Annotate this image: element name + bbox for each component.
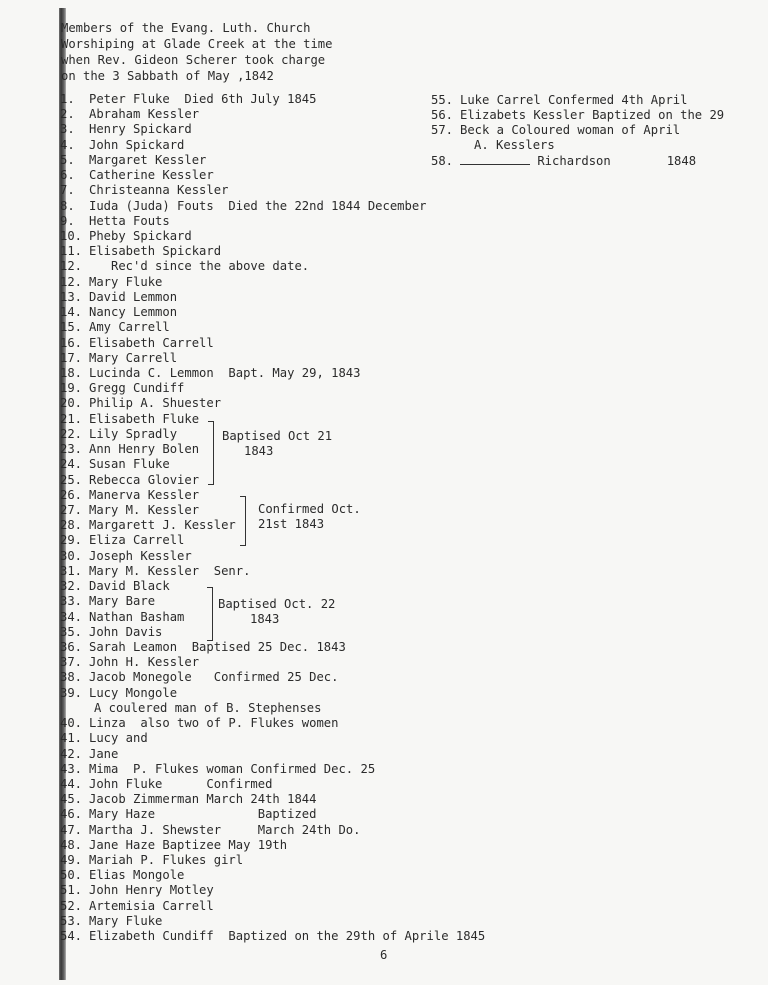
list-item-text: Mary Carrell	[89, 350, 178, 365]
list-item	[60, 290, 177, 305]
list-item-text: Manerva Kessler	[89, 487, 200, 502]
list-item: 58. Richardson 1848	[431, 154, 697, 168]
list-item-text: Jacob Zimmerman March 24th 1844	[89, 792, 317, 807]
note-baptised-oct-22: Baptised Oct. 22 1843	[218, 597, 336, 626]
list-item-number: 4.	[60, 137, 75, 152]
list-item-number: 32.	[60, 579, 83, 593]
list-item-text: Mary M. Kessler Senr.	[89, 563, 251, 578]
list-item-number: 40.	[60, 716, 83, 730]
list-item-number: 3.	[60, 122, 75, 137]
list-item	[60, 549, 192, 564]
note-baptised-oct-21: Baptised Oct 21 1843	[222, 429, 333, 458]
list-item	[60, 838, 287, 853]
list-item	[60, 777, 272, 792]
list-item-number: 48.	[60, 837, 83, 852]
list-item-text: Linza also two of P. Flukes women	[89, 716, 339, 730]
list-item-text: Jacob Monegole Confirmed 25 Dec.	[89, 670, 339, 685]
list-item-number: 7.	[60, 183, 75, 198]
bracket-baptised-oct-21	[208, 421, 214, 485]
list-item-number: 27.	[60, 502, 83, 517]
list-item-number: 21.	[60, 411, 83, 426]
list-item-number: 34.	[60, 609, 83, 624]
list-item	[60, 214, 170, 229]
list-item-text: Rebecca Glovier	[89, 472, 200, 487]
list-item	[60, 747, 118, 762]
list-item	[60, 503, 199, 518]
list-item-number: 50.	[60, 868, 83, 883]
list-item-text: Mary Bare	[89, 594, 156, 609]
list-item-text: Hetta Fouts	[89, 213, 170, 228]
list-item-number: 11.	[60, 244, 83, 259]
list-item-text: Mary Fluke	[89, 274, 163, 289]
list-item	[60, 488, 199, 503]
list-item	[60, 579, 170, 594]
list-item	[60, 199, 427, 214]
list-item-text: Lucy and	[89, 731, 148, 746]
list-item-number: 28.	[60, 518, 83, 533]
list-item-text: Christeanna Kessler	[89, 183, 229, 198]
list-item	[60, 122, 192, 137]
list-item	[60, 564, 250, 579]
list-item: 55. Luke Carrel Confermed 4th April	[431, 93, 688, 107]
list-item	[60, 594, 155, 609]
list-item: 56. Elizabets Kessler Baptized on the 29	[431, 108, 725, 122]
list-item-text: Rec'd since the above date.	[89, 259, 310, 274]
list-item-number: 36.	[60, 639, 83, 654]
list-item	[60, 442, 199, 457]
list-item-number: 1.	[60, 92, 75, 106]
list-item-number: 29.	[60, 533, 83, 548]
list-item	[60, 259, 309, 274]
list-item-number: 12.	[60, 259, 83, 274]
list-item	[60, 473, 199, 488]
page-number: 6	[380, 948, 388, 962]
list-item-number: 14.	[60, 305, 83, 320]
list-item	[60, 610, 184, 625]
list-item-number: 15.	[60, 320, 83, 335]
list-item-number: 51.	[60, 883, 83, 898]
list-item	[60, 229, 192, 244]
list-item-number: 31.	[60, 563, 83, 578]
list-item-text: Mary M. Kessler	[89, 502, 200, 517]
list-item-number: 20.	[60, 396, 83, 411]
list-item-number: 44.	[60, 776, 83, 791]
list-item-text: Henry Spickard	[89, 122, 192, 137]
list-item	[60, 899, 214, 914]
list-item-text: Elizabeth Cundiff Baptized on the 29th of Aprile 1845	[89, 929, 486, 944]
list-item-number: 42.	[60, 746, 83, 761]
list-item-number: 13.	[60, 289, 83, 304]
list-item-text: Nathan Basham	[89, 609, 185, 624]
list-item	[60, 381, 184, 396]
list-item-number: 5.	[60, 152, 75, 167]
header-line-1: Members of the Evang. Luth. Church	[61, 21, 311, 35]
list-item	[60, 670, 338, 685]
list-item-text: Jane	[89, 746, 119, 761]
list-item-text: Margaret Kessler	[89, 152, 207, 167]
list-item	[60, 153, 206, 168]
list-item-text: Elisabeth Carrell	[89, 335, 214, 350]
list-item-number: 53.	[60, 913, 83, 928]
bracket-baptised-oct-22	[207, 587, 213, 641]
list-item-text: Ann Henry Bolen	[89, 442, 200, 457]
list-item	[60, 640, 346, 655]
list-item	[60, 396, 221, 411]
document-header	[61, 20, 333, 84]
list-item-number: 23.	[60, 442, 83, 457]
list-item	[60, 731, 148, 746]
list-item	[60, 107, 199, 122]
list-item-number: 52.	[60, 898, 83, 913]
list-item-text: David Lemmon	[89, 289, 178, 304]
list-item	[60, 92, 316, 107]
list-item	[60, 914, 162, 929]
list-item-number: 8.	[60, 198, 75, 213]
list-item	[60, 244, 221, 259]
list-item	[60, 655, 199, 670]
list-item-text: Sarah Leamon Baptised 25 Dec. 1843	[89, 639, 346, 654]
list-item-number: 35.	[60, 624, 83, 639]
list-item-text: Susan Fluke	[89, 457, 170, 472]
list-item-number: 25.	[60, 472, 83, 487]
blank-line	[460, 154, 530, 165]
list-item	[60, 351, 177, 366]
list-item-number: 39.	[60, 685, 83, 700]
list-item-text: Catherine Kessler	[89, 168, 214, 183]
list-item	[60, 716, 338, 731]
list-item-number: 19.	[60, 381, 83, 396]
list-item	[60, 686, 177, 701]
list-item-number: 37.	[60, 655, 83, 670]
list-item-text: John Fluke Confirmed	[89, 776, 273, 791]
list-item-number: 17.	[60, 350, 83, 365]
list-item-text: Nancy Lemmon	[89, 305, 178, 320]
list-item-text: Jane Haze Baptizee May 19th	[89, 837, 288, 852]
list-item	[94, 701, 321, 716]
list-item-text: John H. Kessler	[89, 655, 200, 670]
list-item	[60, 883, 214, 898]
list-item	[60, 929, 485, 944]
list-item	[60, 366, 361, 381]
list-item-text: Mary Haze Baptized	[89, 807, 317, 822]
note-confirmed-oct-21: Confirmed Oct. 21st 1843	[258, 502, 361, 531]
list-item-text: Mary Fluke	[89, 913, 163, 928]
header-line-4: on the 3 Sabbath of May ,1842	[61, 69, 274, 83]
list-item	[60, 807, 316, 822]
list-item-text: John Davis	[89, 624, 163, 639]
list-item	[60, 533, 184, 548]
bracket-confirmed-oct-21	[240, 496, 246, 546]
list-item-text: Margarett J. Kessler	[89, 518, 236, 533]
list-item-text: Abraham Kessler	[89, 107, 200, 122]
list-item	[60, 823, 361, 838]
list-item-text: Peter Fluke Died 6th July 1845	[89, 92, 317, 106]
list-item-number: 9.	[60, 213, 75, 228]
list-item	[60, 336, 214, 351]
list-item-text: A coulered man of B. Stephenses	[94, 700, 322, 715]
list-item-text: Pheby Spickard	[89, 229, 192, 243]
list-item-text: John Spickard	[89, 137, 185, 152]
list-item-text: Elias Mongole	[89, 868, 185, 883]
header-line-2: Worshiping at Glade Creek at the time	[61, 37, 333, 51]
list-item	[60, 412, 199, 427]
list-item-number: 30.	[60, 548, 83, 563]
list-item-number: 41.	[60, 731, 83, 746]
list-item-text: Mariah P. Flukes girl	[89, 853, 244, 867]
list-item	[60, 427, 177, 442]
list-item-number: 26.	[60, 487, 83, 502]
list-item-text: Philip A. Shuester	[89, 396, 222, 411]
list-item	[60, 168, 214, 183]
list-item	[60, 792, 316, 807]
list-item-number: 24.	[60, 457, 83, 472]
list-item-text: Gregg Cundiff	[89, 381, 185, 396]
list-item-text: David Black	[89, 579, 170, 593]
list-item-number: 18.	[60, 366, 83, 380]
list-item	[60, 275, 162, 290]
list-item	[60, 518, 236, 533]
list-item-text: Eliza Carrell	[89, 533, 185, 548]
list-item-text: Artemisia Carrell	[89, 898, 214, 913]
list-item-number: 33.	[60, 594, 83, 609]
list-item	[60, 762, 375, 777]
list-item-text: Mima P. Flukes woman Confirmed Dec. 25	[89, 761, 376, 776]
list-item-number: 22.	[60, 426, 83, 441]
list-item-text: Joseph Kessler	[89, 548, 192, 563]
list-item-number: 46.	[60, 807, 83, 822]
list-item-text: Lucy Mongole	[89, 685, 178, 700]
list-item: 57. Beck a Coloured woman of April	[431, 123, 681, 137]
list-item-number: 10.	[60, 229, 83, 243]
list-item-number: 12.	[60, 274, 83, 289]
list-item-text: Martha J. Shewster March 24th Do.	[89, 822, 361, 837]
list-item-number: 2.	[60, 107, 75, 122]
list-item-number: 6.	[60, 168, 75, 183]
list-item-text: Lily Spradly	[89, 426, 178, 441]
list-item-text: Elisabeth Spickard	[89, 244, 222, 259]
list-item	[60, 320, 170, 335]
list-item: A. Kesslers	[474, 138, 555, 152]
list-item-text: Amy Carrell	[89, 320, 170, 335]
list-item-number: 45.	[60, 792, 83, 807]
list-item-number: 49.	[60, 853, 83, 867]
list-item-number: 47.	[60, 822, 83, 837]
list-item	[60, 853, 243, 868]
list-item-text: Lucinda C. Lemmon Bapt. May 29, 1843	[89, 366, 361, 380]
list-item	[60, 138, 184, 153]
header-line-3: when Rev. Gideon Scherer took charge	[61, 53, 326, 67]
list-item-number: 43.	[60, 761, 83, 776]
list-item	[60, 457, 170, 472]
list-item-number: 16.	[60, 335, 83, 350]
list-item-number: 54.	[60, 929, 83, 944]
list-item-text: Elisabeth Fluke	[89, 411, 200, 426]
list-item-text: John Henry Motley	[89, 883, 214, 898]
list-item-text: Iuda (Juda) Fouts Died the 22nd 1844 December	[89, 198, 427, 213]
list-item	[60, 183, 228, 198]
list-item	[60, 868, 184, 883]
list-item	[60, 625, 162, 640]
list-item	[60, 305, 177, 320]
list-item-number: 38.	[60, 670, 83, 685]
